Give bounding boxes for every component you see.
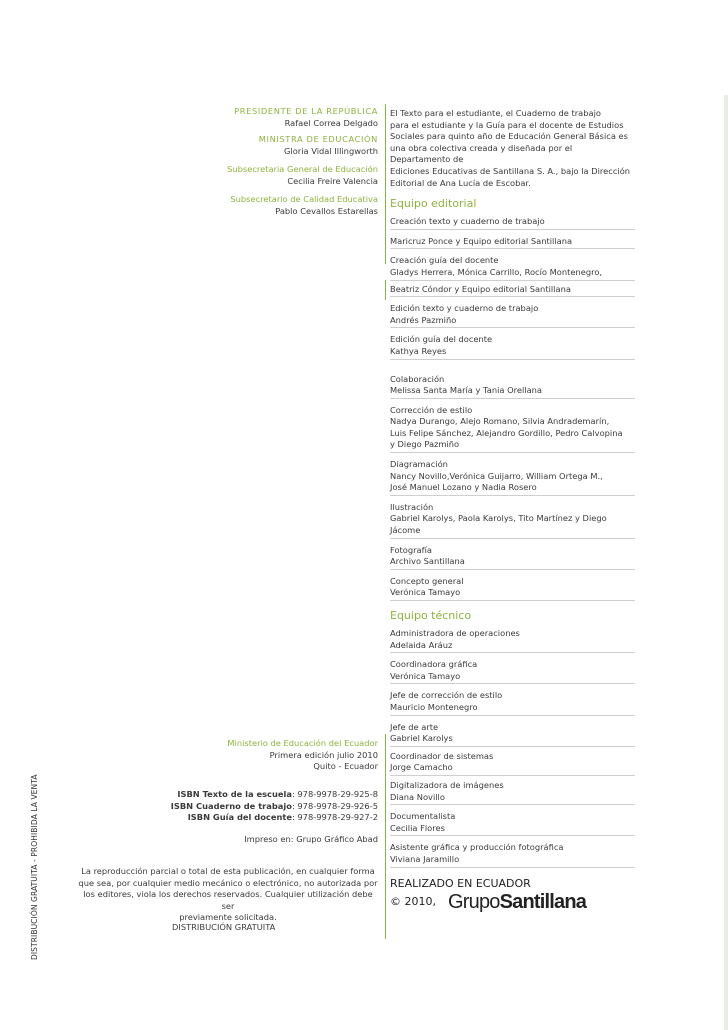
- credit-entry: [390, 284, 635, 298]
- credit-entry: [390, 374, 635, 399]
- isbn-line: [58, 789, 378, 801]
- legal-notice: [78, 866, 378, 924]
- authority-president: [58, 106, 378, 129]
- credit-text: Viviana Jaramillo: [390, 853, 460, 864]
- credit-entry: [390, 576, 635, 601]
- credit-text: Diana Novillo: [390, 791, 445, 802]
- credit-text: Asistente gráfica y producción fotográfica: [390, 842, 564, 853]
- credit-text: Nancy Novillo,Verónica Guijarro, William Ortega M.,: [390, 470, 603, 481]
- copyright-line: [390, 890, 635, 913]
- credit-text: Coordinador de sistemas: [390, 750, 494, 761]
- credit-text: Gladys Herrera, Mónica Carrillo, Rocío Montenegro,: [390, 266, 603, 277]
- credit-text: Edición texto y cuaderno de trabajo: [390, 303, 539, 314]
- credit-entry: [390, 459, 635, 496]
- printed-in: Impreso en: Grupo Gráfico Abad: [244, 834, 378, 844]
- legal-line: previamente solicitada.: [179, 912, 277, 922]
- credit-text: Cecilia Flores: [390, 822, 445, 833]
- isbn-line: [58, 812, 378, 824]
- credit-text: Gabriel Karolys: [390, 733, 453, 744]
- legal-line: los editores, viola los derechos reservados. Cualquier utilización debe ser: [83, 889, 373, 911]
- credit-text: Corrección de estilo: [390, 404, 473, 415]
- santillana-logo: [448, 890, 587, 913]
- credit-text: Beatriz Cóndor y Equipo editorial Santillana: [390, 283, 571, 294]
- credit-entry: [390, 780, 635, 805]
- credit-text: Colaboración: [390, 373, 445, 384]
- credit-text: Jefe de arte: [390, 721, 439, 732]
- authority-name: Gloria Vidal Illingworth: [283, 145, 378, 156]
- intro-line: Ediciones Educativas de Santillana S. A., bajo la Dirección: [390, 165, 631, 176]
- credit-text: Nadya Durango, Alejo Romano, Silvia Andrademarín,: [390, 416, 610, 427]
- editorial-team-title: Equipo editorial: [390, 197, 477, 211]
- isbn-block: [58, 789, 378, 824]
- credit-text: Creación texto y cuaderno de trabajo: [390, 216, 545, 227]
- page-edge-bar: [724, 95, 728, 1030]
- credit-text: Archivo Santillana: [390, 556, 465, 567]
- authority-minister: [58, 134, 378, 157]
- free-distribution-label: DISTRIBUCIÓN GRATUITA: [172, 922, 276, 932]
- credit-text: Administradora de operaciones: [390, 628, 520, 638]
- edition-block: [58, 738, 378, 773]
- authority-role: PRESIDENTE DE LA REPÚBLICA: [234, 106, 378, 116]
- intro-line: para el estudiante y la Guía para el docente de Estudios: [390, 119, 624, 130]
- isbn-line: [58, 801, 378, 813]
- credit-text: José Manuel Lozano y Nadia Rosero: [390, 482, 537, 493]
- credit-entry: [390, 628, 635, 653]
- edition-line: Primera edición julio 2010: [269, 749, 378, 760]
- credit-entry: [390, 303, 635, 328]
- intro-paragraph: [390, 108, 635, 189]
- credit-entry: [390, 751, 635, 776]
- authority-role: MINISTRA DE EDUCACIÓN: [258, 134, 378, 144]
- authority-subsecretary-general: [58, 164, 378, 187]
- credit-text: Digitalizadora de imágenes: [390, 779, 504, 790]
- credit-text: Adelaida Aráuz: [390, 639, 453, 650]
- credit-text: Verónica Tamayo: [390, 670, 461, 681]
- credit-text: Melissa Santa María y Tania Orellana: [390, 385, 543, 396]
- credit-text: Diagramación: [390, 459, 448, 470]
- credit-text: Creación guía del docente: [390, 255, 499, 266]
- credit-text: Fotografía: [390, 544, 432, 555]
- credit-text: Jefe de corrección de estilo: [390, 690, 503, 701]
- credit-entry: [390, 842, 635, 867]
- credit-entry: [390, 216, 635, 230]
- authority-role: Subsecretaria General de Educación: [227, 164, 378, 174]
- credit-text: Edición guía del docente: [390, 334, 493, 345]
- edition-city: Quito - Ecuador: [313, 761, 378, 771]
- legal-line: que sea, por cualquier medio mecánico o electrónico, no autorizada por: [78, 877, 378, 888]
- credit-entry: [390, 502, 635, 539]
- authority-name: Pablo Cevallos Estarellas: [275, 205, 378, 216]
- credit-text: Documentalista: [390, 811, 456, 822]
- technical-team-title: Equipo técnico: [390, 609, 472, 622]
- credit-text: Gabriel Karolys, Paola Karolys, Tito Martínez y Diego Jácome: [390, 513, 607, 536]
- credit-text: y Diego Pazmiño: [390, 439, 460, 450]
- column-divider: [385, 104, 386, 264]
- isbn-label: ISBN Texto de la escuela: [177, 789, 292, 799]
- credit-entry: [390, 722, 635, 747]
- edition-ministry: Ministerio de Educación del Ecuador: [227, 738, 378, 748]
- isbn-label: ISBN Cuaderno de trabajo: [170, 800, 292, 811]
- authority-role: Subsecretario de Calidad Educativa: [230, 194, 378, 204]
- credit-text: Concepto general: [390, 575, 464, 586]
- credit-entry: [390, 659, 635, 684]
- credit-entry: [390, 255, 635, 280]
- credit-entry: [390, 545, 635, 570]
- copyright-text: © 2010,: [390, 894, 436, 908]
- logo-part-santillana: Santillana: [499, 890, 587, 913]
- isbn-label: ISBN Guía del docente: [187, 812, 292, 822]
- column-divider: [385, 280, 386, 300]
- isbn-value: : 978-9978-29-925-8: [291, 789, 378, 799]
- authority-subsecretary-quality: [58, 194, 378, 217]
- isbn-value: : 978-9978-29-926-5: [291, 800, 378, 811]
- credit-text: Ilustración: [390, 501, 434, 512]
- authority-name: Rafael Correa Delgado: [284, 117, 378, 128]
- made-in-ecuador: REALIZADO EN ECUADOR: [390, 876, 531, 890]
- credit-text: Andrés Pazmiño: [390, 314, 457, 325]
- logo-part-grupo: Grupo: [448, 890, 500, 913]
- credit-entry: [390, 811, 635, 836]
- column-divider: [385, 734, 386, 939]
- credit-entry: [390, 690, 635, 715]
- credit-text: Kathya Reyes: [390, 345, 447, 356]
- credits-column: [390, 108, 635, 913]
- intro-line: Sociales para quinto año de Educación General Básica es: [390, 131, 628, 142]
- credit-text: Luis Felipe Sánchez, Alejandro Gordillo, Pedro Calvopina: [390, 427, 623, 438]
- credit-entry: [390, 334, 635, 359]
- intro-line: Editorial de Ana Lucía de Escobar.: [390, 177, 531, 188]
- credit-text: Jorge Camacho: [390, 762, 453, 773]
- side-distribution-note: DISTRIBUCIÓN GRATUITA - PROHIBIDA LA VENTA: [30, 774, 39, 960]
- intro-line: El Texto para el estudiante, el Cuaderno de trabajo: [390, 108, 601, 118]
- isbn-value: : 978-9978-29-927-2: [291, 812, 378, 822]
- intro-line: una obra colectiva creada y diseñada por el Departamento de: [390, 142, 573, 165]
- credit-text: Coordinadora gráfica: [390, 659, 478, 670]
- credit-text: Mauricio Montenegro: [390, 701, 478, 712]
- authority-name: Cecilia Freire Valencia: [287, 175, 378, 186]
- authorities-block: [58, 106, 378, 217]
- credit-entry: [390, 405, 635, 453]
- credit-entry: [390, 236, 635, 250]
- credit-text: Maricruz Ponce y Equipo editorial Santillana: [390, 235, 573, 246]
- credit-text: Verónica Tamayo: [390, 587, 461, 598]
- legal-line: La reproducción parcial o total de esta publicación, en cualquier forma: [81, 866, 375, 876]
